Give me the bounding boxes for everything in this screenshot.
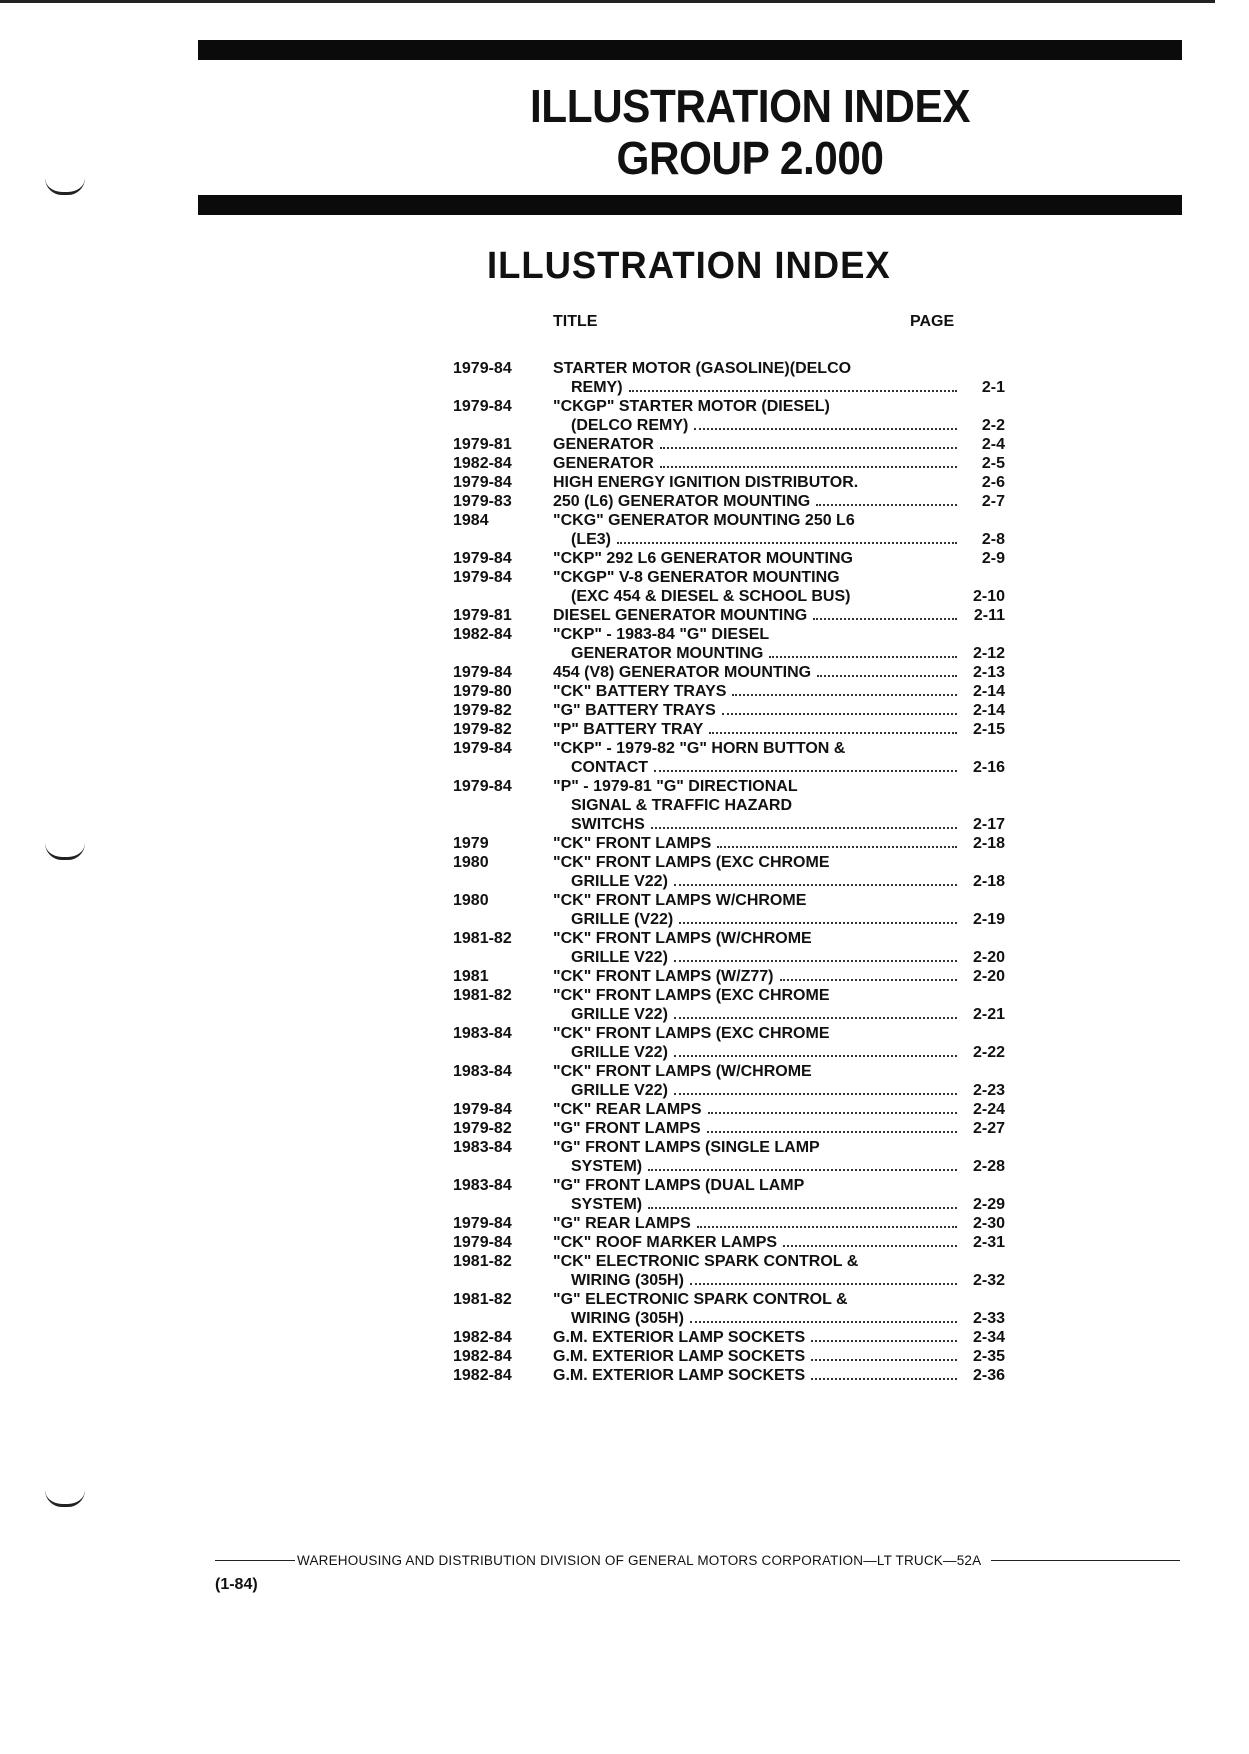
entry-year: 1983-84 bbox=[453, 1025, 512, 1042]
entry-page: 2-9 bbox=[981, 550, 1005, 567]
entry-title: "CK" BATTERY TRAYS bbox=[553, 683, 727, 700]
entry-page: 2-30 bbox=[972, 1215, 1005, 1232]
entry-year: 1983-84 bbox=[453, 1177, 512, 1194]
entry-year: 1979-84 bbox=[453, 398, 512, 415]
entry-year: 1981-82 bbox=[453, 1253, 512, 1270]
entry-page: 2-17 bbox=[972, 816, 1005, 833]
entry-year: 1979-81 bbox=[453, 607, 512, 624]
entry-year: 1979-82 bbox=[453, 721, 512, 738]
section-heading: ILLUSTRATION INDEX bbox=[487, 245, 891, 287]
header-bar-bottom bbox=[198, 195, 1182, 215]
index-entry bbox=[453, 967, 1005, 986]
entry-title: "CKP" - 1983-84 "G" DIESEL bbox=[553, 626, 770, 643]
index-entry bbox=[453, 1138, 1005, 1176]
entry-title: "CK" ELECTRONIC SPARK CONTROL & bbox=[553, 1253, 859, 1270]
dot-leader bbox=[811, 1359, 957, 1361]
entry-year: 1979-82 bbox=[453, 702, 512, 719]
entry-year: 1979-84 bbox=[453, 1101, 512, 1118]
entry-page: 2-14 bbox=[972, 683, 1005, 700]
index-entry bbox=[453, 1252, 1005, 1290]
revision-date: (1-84) bbox=[215, 1576, 258, 1593]
entry-year: 1979-80 bbox=[453, 683, 512, 700]
entry-page: 2-29 bbox=[972, 1196, 1005, 1213]
index-entry bbox=[453, 1366, 1005, 1385]
entry-title: 454 (V8) GENERATOR MOUNTING bbox=[553, 664, 812, 681]
dot-leader bbox=[674, 1017, 957, 1019]
entry-year: 1979-84 bbox=[453, 740, 512, 757]
entry-page: 2-2 bbox=[981, 417, 1005, 434]
entry-page: 2-10 bbox=[972, 588, 1005, 605]
entry-year: 1984 bbox=[453, 512, 489, 529]
entry-year: 1979-84 bbox=[453, 474, 512, 491]
entry-page: 2-23 bbox=[972, 1082, 1005, 1099]
index-entry bbox=[453, 492, 1005, 511]
binder-hole-mark bbox=[45, 1490, 85, 1507]
entry-title: SYSTEM) bbox=[571, 1196, 643, 1213]
dot-leader bbox=[708, 1112, 957, 1114]
index-entry bbox=[453, 986, 1005, 1024]
dot-leader bbox=[769, 656, 957, 658]
illustration-index-list bbox=[453, 359, 1005, 1385]
entry-page: 2-24 bbox=[972, 1101, 1005, 1118]
dot-leader bbox=[690, 1283, 957, 1285]
entry-title: WIRING (305H) bbox=[571, 1272, 684, 1289]
entry-year: 1982-84 bbox=[453, 1367, 512, 1384]
dot-leader bbox=[694, 428, 957, 430]
entry-title: "CK" FRONT LAMPS (EXC CHROME bbox=[553, 854, 830, 871]
entry-year: 1981-82 bbox=[453, 930, 512, 947]
entry-page: 2-13 bbox=[972, 664, 1005, 681]
entry-title: "G" FRONT LAMPS (SINGLE LAMP bbox=[553, 1139, 820, 1156]
dot-leader bbox=[811, 1378, 957, 1380]
column-header-page: PAGE bbox=[910, 313, 955, 330]
entry-title: (LE3) bbox=[571, 531, 611, 548]
entry-page: 2-28 bbox=[972, 1158, 1005, 1175]
entry-page: 2-18 bbox=[972, 835, 1005, 852]
entry-year: 1979-84 bbox=[453, 778, 512, 795]
entry-year: 1981 bbox=[453, 968, 489, 985]
entry-year: 1979-81 bbox=[453, 436, 512, 453]
entry-page: 2-32 bbox=[972, 1272, 1005, 1289]
index-entry bbox=[453, 549, 1005, 568]
dot-leader bbox=[817, 675, 957, 677]
index-entry bbox=[453, 1214, 1005, 1233]
entry-page: 2-14 bbox=[972, 702, 1005, 719]
entry-year: 1979-84 bbox=[453, 550, 512, 567]
dot-leader bbox=[648, 1169, 957, 1171]
entry-year: 1982-84 bbox=[453, 1329, 512, 1346]
entry-title: "CK" REAR LAMPS bbox=[553, 1101, 702, 1118]
dot-leader bbox=[629, 390, 957, 392]
entry-title: STARTER MOTOR (GASOLINE)(DELCO bbox=[553, 360, 852, 377]
entry-title: WIRING (305H) bbox=[571, 1310, 684, 1327]
entry-title: "G" FRONT LAMPS (DUAL LAMP bbox=[553, 1177, 805, 1194]
index-entry bbox=[453, 663, 1005, 682]
index-entry bbox=[453, 1024, 1005, 1062]
index-entry bbox=[453, 739, 1005, 777]
entry-title: SYSTEM) bbox=[571, 1158, 643, 1175]
entry-page: 2-8 bbox=[981, 531, 1005, 548]
entry-page: 2-18 bbox=[972, 873, 1005, 890]
index-entry bbox=[453, 359, 1005, 397]
footer-rule-left bbox=[215, 1560, 295, 1561]
dot-leader bbox=[690, 1321, 957, 1323]
entry-year: 1979-82 bbox=[453, 1120, 512, 1137]
entry-title: GRILLE V22) bbox=[571, 1006, 668, 1023]
index-entry bbox=[453, 834, 1005, 853]
entry-page: 2-20 bbox=[972, 968, 1005, 985]
entry-year: 1983-84 bbox=[453, 1063, 512, 1080]
dot-leader bbox=[674, 884, 957, 886]
index-entry bbox=[453, 777, 1005, 834]
index-entry bbox=[453, 1328, 1005, 1347]
dot-leader bbox=[660, 447, 957, 449]
entry-page: 2-27 bbox=[972, 1120, 1005, 1137]
entry-year: 1979-84 bbox=[453, 664, 512, 681]
entry-page: 2-34 bbox=[972, 1329, 1005, 1346]
index-entry bbox=[453, 1062, 1005, 1100]
entry-title: REMY) bbox=[571, 379, 623, 396]
entry-year: 1979-83 bbox=[453, 493, 512, 510]
index-entry bbox=[453, 1100, 1005, 1119]
dot-leader bbox=[679, 922, 957, 924]
entry-title: GRILLE V22) bbox=[571, 1044, 668, 1061]
entry-year: 1981-82 bbox=[453, 1291, 512, 1308]
entry-page: 2-22 bbox=[972, 1044, 1005, 1061]
index-entry bbox=[453, 568, 1005, 606]
dot-leader bbox=[707, 1131, 957, 1133]
index-entry bbox=[453, 606, 1005, 625]
entry-page: 2-20 bbox=[972, 949, 1005, 966]
entry-year: 1979 bbox=[453, 835, 489, 852]
entry-year: 1979-84 bbox=[453, 1215, 512, 1232]
dot-leader bbox=[811, 1340, 957, 1342]
entry-page: 2-11 bbox=[973, 607, 1005, 624]
entry-title: GRILLE (V22) bbox=[571, 911, 674, 928]
entry-title: SWITCHS bbox=[571, 816, 645, 833]
entry-title: "CKG" GENERATOR MOUNTING 250 L6 bbox=[553, 512, 855, 529]
entry-title: G.M. EXTERIOR LAMP SOCKETS bbox=[553, 1367, 806, 1384]
entry-page: 2-33 bbox=[972, 1310, 1005, 1327]
entry-page: 2-6 bbox=[981, 474, 1005, 491]
entry-page: 2-19 bbox=[972, 911, 1005, 928]
index-entry bbox=[453, 929, 1005, 967]
entry-year: 1979-84 bbox=[453, 569, 512, 586]
index-entry bbox=[453, 511, 1005, 549]
entry-year: 1979-84 bbox=[453, 1234, 512, 1251]
entry-title: GRILLE V22) bbox=[571, 873, 668, 890]
entry-title: "P" - 1979-81 "G" DIRECTIONAL bbox=[553, 778, 798, 795]
entry-title: "G" FRONT LAMPS bbox=[553, 1120, 701, 1137]
entry-year: 1980 bbox=[453, 854, 489, 871]
entry-title: G.M. EXTERIOR LAMP SOCKETS bbox=[553, 1329, 806, 1346]
dot-leader bbox=[660, 466, 957, 468]
dot-leader bbox=[816, 504, 957, 506]
entry-page: 2-16 bbox=[972, 759, 1005, 776]
entry-year: 1982-84 bbox=[453, 626, 512, 643]
entry-year: 1981-82 bbox=[453, 987, 512, 1004]
index-entry bbox=[453, 853, 1005, 891]
footer bbox=[215, 1553, 1180, 1568]
index-entry bbox=[453, 397, 1005, 435]
index-entry bbox=[453, 682, 1005, 701]
dot-leader bbox=[783, 1245, 957, 1247]
entry-title: DIESEL GENERATOR MOUNTING bbox=[553, 607, 808, 624]
entry-year: 1980 bbox=[453, 892, 489, 909]
index-entry bbox=[453, 1290, 1005, 1328]
entry-title: (EXC 454 & DIESEL & SCHOOL BUS) bbox=[571, 588, 851, 605]
entry-page: 2-4 bbox=[981, 436, 1005, 453]
header-bar-top bbox=[198, 40, 1182, 60]
entry-page: 2-1 bbox=[981, 379, 1005, 396]
entry-title: "P" BATTERY TRAY bbox=[553, 721, 704, 738]
entry-title: "CK" FRONT LAMPS bbox=[553, 835, 712, 852]
footer-rule-right bbox=[991, 1560, 1180, 1561]
entry-page: 2-7 bbox=[981, 493, 1005, 510]
binder-hole-mark bbox=[45, 178, 85, 195]
entry-title: "G" BATTERY TRAYS bbox=[553, 702, 716, 719]
dot-leader bbox=[697, 1226, 957, 1228]
dot-leader bbox=[651, 827, 957, 829]
dot-leader bbox=[654, 770, 957, 772]
index-entry bbox=[453, 1119, 1005, 1138]
index-entry bbox=[453, 454, 1005, 473]
entry-year: 1982-84 bbox=[453, 1348, 512, 1365]
entry-title: GENERATOR bbox=[553, 455, 654, 472]
dot-leader bbox=[674, 960, 957, 962]
index-entry bbox=[453, 720, 1005, 739]
entry-title: 250 (L6) GENERATOR MOUNTING bbox=[553, 493, 811, 510]
entry-title: GRILLE V22) bbox=[571, 949, 668, 966]
dot-leader bbox=[717, 846, 957, 848]
entry-title: "G" REAR LAMPS bbox=[553, 1215, 691, 1232]
entry-title: "CK" FRONT LAMPS W/CHROME bbox=[553, 892, 807, 909]
entry-year: 1979-84 bbox=[453, 360, 512, 377]
entry-title: "CKP" 292 L6 GENERATOR MOUNTING bbox=[553, 550, 853, 567]
entry-title: "CK" FRONT LAMPS (W/CHROME bbox=[553, 1063, 812, 1080]
entry-title: GENERATOR MOUNTING bbox=[571, 645, 764, 662]
index-entry bbox=[453, 1233, 1005, 1252]
dot-leader bbox=[648, 1207, 957, 1209]
entry-title: "CK" ROOF MARKER LAMPS bbox=[553, 1234, 778, 1251]
index-entry bbox=[453, 701, 1005, 720]
entry-page: 2-36 bbox=[972, 1367, 1005, 1384]
entry-title: GRILLE V22) bbox=[571, 1082, 668, 1099]
entry-page: 2-21 bbox=[972, 1006, 1005, 1023]
dot-leader bbox=[709, 732, 957, 734]
title-line-2: GROUP 2.000 bbox=[616, 132, 884, 184]
entry-title: "CK" FRONT LAMPS (W/Z77) bbox=[553, 968, 774, 985]
dot-leader bbox=[732, 694, 957, 696]
index-entry bbox=[453, 473, 1005, 492]
entry-page: 2-15 bbox=[972, 721, 1005, 738]
binder-hole-mark bbox=[45, 843, 85, 860]
scan-edge-line bbox=[0, 0, 1215, 3]
entry-title: "CK" FRONT LAMPS (EXC CHROME bbox=[553, 1025, 830, 1042]
entry-title: "CKGP" V-8 GENERATOR MOUNTING bbox=[553, 569, 840, 586]
entry-title: "CK" FRONT LAMPS (EXC CHROME bbox=[553, 987, 830, 1004]
entry-title: "CKP" - 1979-82 "G" HORN BUTTON & bbox=[553, 740, 846, 757]
entry-page: 2-5 bbox=[981, 455, 1005, 472]
entry-title: "CK" FRONT LAMPS (W/CHROME bbox=[553, 930, 812, 947]
entry-title: "G" ELECTRONIC SPARK CONTROL & bbox=[553, 1291, 848, 1308]
entry-title: G.M. EXTERIOR LAMP SOCKETS bbox=[553, 1348, 806, 1365]
index-entry bbox=[453, 1347, 1005, 1366]
entry-title: HIGH ENERGY IGNITION DISTRIBUTOR. bbox=[553, 474, 859, 491]
dot-leader bbox=[674, 1055, 957, 1057]
dot-leader bbox=[813, 618, 957, 620]
entry-title: SIGNAL & TRAFFIC HAZARD bbox=[571, 797, 793, 814]
entry-page: 2-12 bbox=[972, 645, 1005, 662]
entry-page: 2-31 bbox=[972, 1234, 1005, 1251]
title-line-1: ILLUSTRATION INDEX bbox=[530, 80, 970, 132]
index-entry bbox=[453, 891, 1005, 929]
dot-leader bbox=[617, 542, 957, 544]
page-title bbox=[300, 80, 1200, 184]
index-entry bbox=[453, 625, 1005, 663]
dot-leader bbox=[780, 979, 958, 981]
entry-year: 1982-84 bbox=[453, 455, 512, 472]
entry-title: CONTACT bbox=[571, 759, 649, 776]
dot-leader bbox=[674, 1093, 957, 1095]
dot-leader bbox=[722, 713, 957, 715]
index-entry bbox=[453, 1176, 1005, 1214]
footer-text: WAREHOUSING AND DISTRIBUTION DIVISION OF GENERAL MOTORS CORPORATION—LT TRUCK—52A bbox=[297, 1553, 982, 1568]
entry-title: "CKGP" STARTER MOTOR (DIESEL) bbox=[553, 398, 830, 415]
entry-title: GENERATOR bbox=[553, 436, 654, 453]
column-header-title: TITLE bbox=[553, 313, 598, 330]
entry-page: 2-35 bbox=[972, 1348, 1005, 1365]
entry-title: (DELCO REMY) bbox=[571, 417, 689, 434]
entry-year: 1983-84 bbox=[453, 1139, 512, 1156]
index-entry bbox=[453, 435, 1005, 454]
